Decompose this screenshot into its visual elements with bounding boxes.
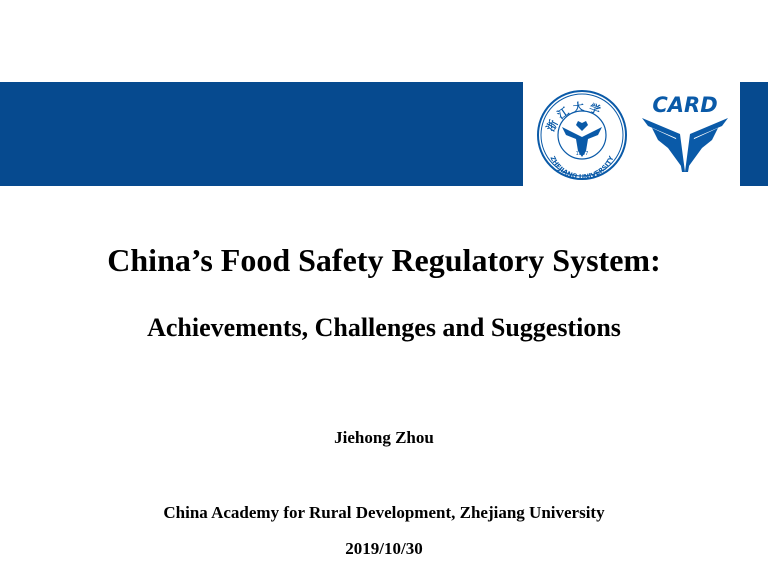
- svg-text:浙 江 大 学: [543, 99, 602, 133]
- affiliation: China Academy for Rural Development, Zhejiang University: [163, 503, 605, 522]
- presentation-date: 2019/10/30: [345, 539, 423, 558]
- card-logo: [640, 92, 730, 174]
- zju-english-name: ZHEJIANG UNIVERSITY: [548, 154, 616, 181]
- header-band-left: [0, 82, 523, 186]
- zju-founding-year: 1897: [575, 151, 589, 157]
- card-logo-text: CARD: [652, 93, 718, 117]
- header-band-right: [740, 82, 768, 186]
- slide-title: China’s Food Safety Regulatory System:: [107, 242, 661, 278]
- slide-subtitle: Achievements, Challenges and Suggestions: [147, 313, 621, 342]
- zhejiang-university-logo: [536, 89, 628, 181]
- zju-chinese-name: 浙 江 大 学: [543, 100, 603, 134]
- author-name: Jiehong Zhou: [334, 428, 434, 447]
